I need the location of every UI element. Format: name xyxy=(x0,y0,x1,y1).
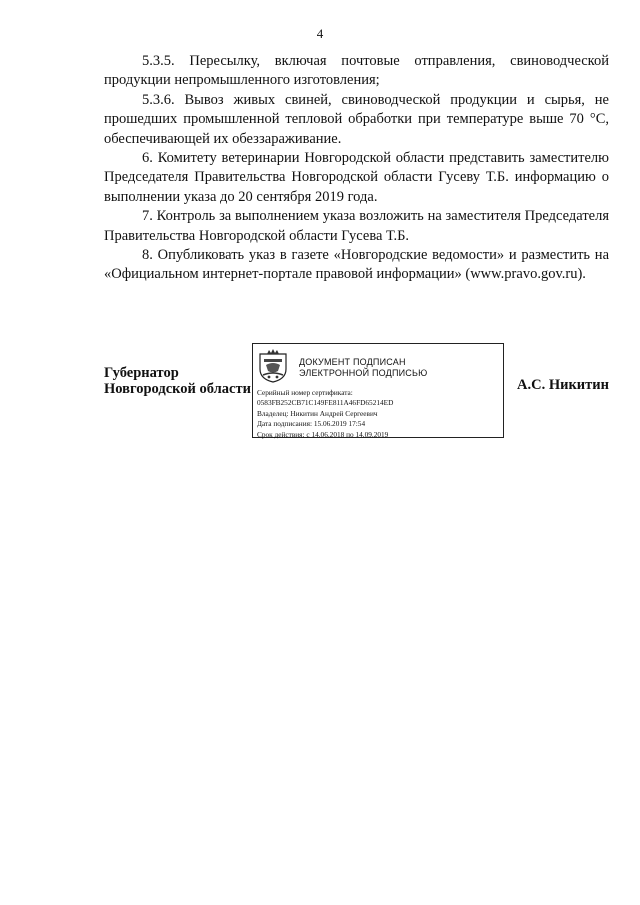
paragraph-5-3-6: 5.3.6. Вывоз живых свиней, свиноводческой продукции и сырья, не прошедших промышленной тепловой обработки при температуре выше 70 °С, обеспечивающей их обеззараживание. xyxy=(104,91,609,147)
signature-block xyxy=(104,343,609,443)
certificate-label: Серийный номер сертификата: xyxy=(257,388,353,397)
novgorod-coat-of-arms-icon xyxy=(258,349,288,383)
stamp-details xyxy=(257,388,393,440)
signatory-name: А.С. Никитин xyxy=(517,377,609,393)
certificate-owner: Владелец: Никитин Андрей Сергеевич xyxy=(257,408,378,418)
certificate-validity: Срок действия: с 14.06.2018 по 14.09.2019 xyxy=(257,429,389,439)
page-number: 4 xyxy=(316,26,324,41)
document-body xyxy=(104,52,609,285)
paragraph-8: 8. Опубликовать указ в газете «Новгородские ведомости» и разместить на «Официальном интернет-портале правовой информации» (www.pravo.gov.ru). xyxy=(104,247,609,283)
signatory-position xyxy=(104,365,251,397)
stamp-heading-line2: ЭЛЕКТРОННОЙ ПОДПИСЬЮ xyxy=(299,368,428,378)
stamp-heading-line1: ДОКУМЕНТ ПОДПИСАН xyxy=(299,357,406,367)
stamp-heading xyxy=(299,357,427,379)
electronic-signature-stamp xyxy=(252,343,504,438)
paragraph-5-3-5: 5.3.5. Пересылку, включая почтовые отправления, свиноводческой продукции непромышленного изготовления; xyxy=(104,53,609,89)
signatory-position-line1: Губернатор xyxy=(104,365,179,381)
signing-date: Дата подписания: 15.06.2019 17:54 xyxy=(257,419,366,429)
certificate-number: 0583FB252CB71C149FE811A46FD65214ED xyxy=(257,398,394,408)
paragraph-7: 7. Контроль за выполнением указа возложить на заместителя Председателя Правительства Новгородской области Гусева Т.Б. xyxy=(104,208,609,244)
paragraph-6: 6. Комитету ветеринарии Новгородской области представить заместителю Председателя Правительства Новгородской области Гусеву Т.Б. информацию о выполнении указа до 20 сентября 2019 года. xyxy=(104,150,609,205)
signatory-position-line2: Новгородской области xyxy=(104,381,251,397)
